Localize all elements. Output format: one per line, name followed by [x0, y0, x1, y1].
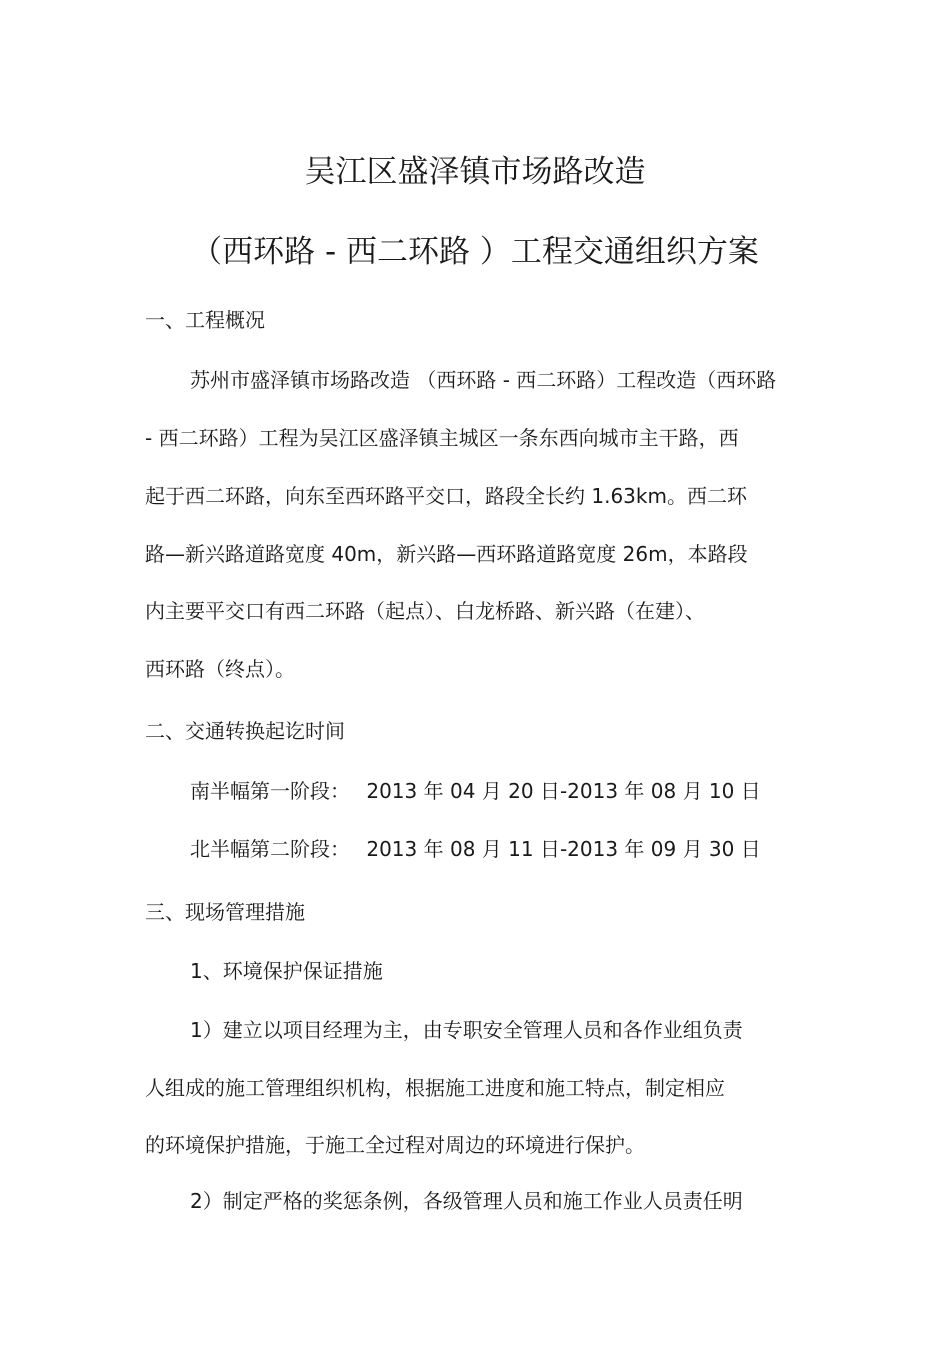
paragraph-line: 起于西二环路，向东至西环路平交口，路段全长约 1.63km。西二环 [145, 484, 747, 508]
subsection-heading-environment: 1、环境保护保证措施 [190, 959, 383, 983]
section-heading-schedule: 二、交通转换起讫时间 [145, 719, 345, 743]
doc-title-line2: （西环路 - 西二环路 ）工程交通组织方案 [191, 234, 759, 270]
phase1-dates: 2013 年 04 月 20 日-2013 年 08 月 10 日 [366, 779, 761, 803]
schedule-phase2 [190, 835, 761, 863]
doc-title-line1: 吴江区盛泽镇市场路改造 [304, 154, 646, 190]
paragraph-line: 内主要平交口有西二环路（起点）、白龙桥路、新兴路（在建）、 [145, 599, 705, 623]
paragraph-line: - 西二环路）工程为吴江区盛泽镇主城区一条东西向城市主干路，西 [145, 426, 739, 450]
schedule-phase1 [190, 777, 761, 805]
paragraph-line: 2）制定严格的奖惩条例，各级管理人员和施工作业人员责任明 [190, 1189, 743, 1213]
phase2-dates: 2013 年 08 月 11 日-2013 年 09 月 30 日 [366, 837, 761, 861]
section-heading-management: 三、现场管理措施 [145, 900, 305, 924]
paragraph-line: 苏州市盛泽镇市场路改造 （西环路 - 西二环路）工程改造（西环路 [190, 368, 777, 392]
paragraph-line: 西环路（终点）。 [145, 657, 295, 681]
paragraph-line: 路—新兴路道路宽度 40m，新兴路—西环路道路宽度 26m，本路段 [145, 542, 748, 566]
phase2-label: 北半幅第二阶段： [190, 837, 350, 861]
phase1-label: 南半幅第一阶段： [190, 779, 350, 803]
section-heading-overview: 一、工程概况 [145, 308, 265, 332]
paragraph-line: 的环境保护措施，于施工全过程对周边的环境进行保护。 [145, 1133, 645, 1157]
paragraph-line: 1）建立以项目经理为主，由专职安全管理人员和各作业组负责 [190, 1018, 743, 1042]
paragraph-line: 人组成的施工管理组织机构，根据施工进度和施工特点，制定相应 [145, 1076, 725, 1100]
